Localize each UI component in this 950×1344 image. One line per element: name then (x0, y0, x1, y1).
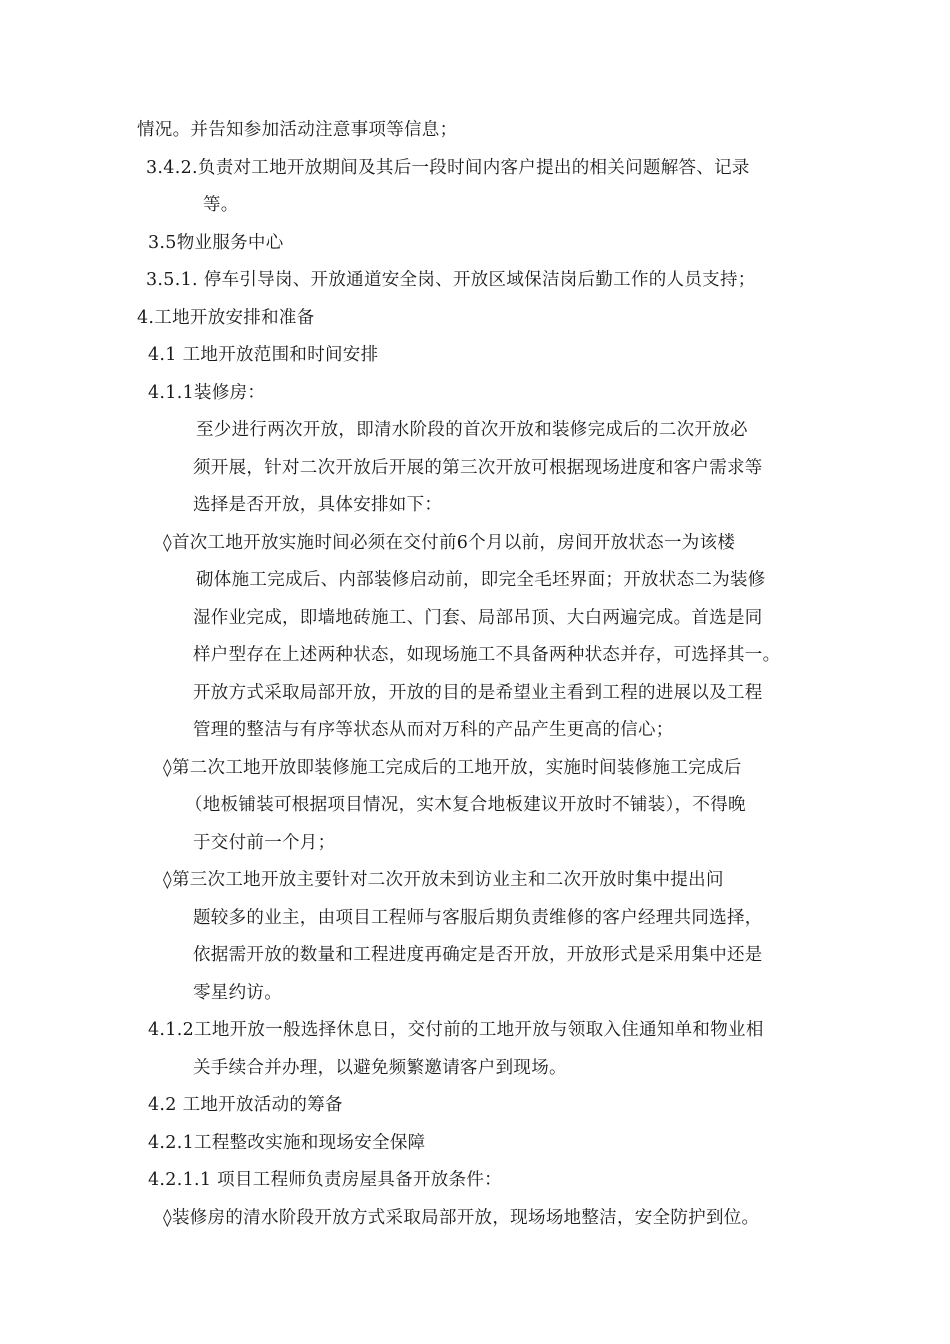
text-line: （地板铺装可根据项目情况，实木复合地板建议开放时不铺装），不得晚 (185, 795, 746, 815)
text-line: 至少进行两次开放，即清水阶段的首次开放和装修完成后的二次开放必 (196, 420, 748, 440)
text-line: 选择是否开放，具体安排如下： (193, 495, 443, 515)
text-line: 情况。并告知参加活动注意事项等信息； (137, 120, 458, 140)
section-3-5-1: 3.5.1. 停车引导岗、开放通道安全岗、开放区域保洁岗后勤工作的人员支持； (146, 270, 756, 290)
text-line: 题较多的业主，由项目工程师与客服后期负责维修的客户经理共同选择， (193, 908, 763, 928)
text-line: 于交付前一个月； (193, 833, 336, 853)
bullet-item: ◊装修房的清水阶段开放方式采取局部开放，现场场地整洁，安全防护到位。 (163, 1208, 760, 1228)
text-line: 砌体施工完成后、内部装修启动前，即完全毛坯界面；开放状态二为装修 (196, 570, 766, 590)
text-line: 等。 (203, 195, 239, 215)
text-line: 须开展，针对二次开放后开展的第三次开放可根据现场进度和客户需求等 (193, 458, 763, 478)
section-3-4-2: 3.4.2.负责对工地开放期间及其后一段时间内客户提出的相关问题解答、记录 (146, 158, 750, 178)
text-line: 零星约访。 (193, 983, 282, 1003)
section-3-5-heading: 3.5物业服务中心 (148, 233, 284, 253)
section-4-2-1-1: 4.2.1.1 项目工程师负责房屋具备开放条件： (148, 1170, 502, 1190)
text-line: 依据需开放的数量和工程进度再确定是否开放，开放形式是采用集中还是 (193, 945, 763, 965)
text-line: 开放方式采取局部开放，开放的目的是希望业主看到工程的进展以及工程 (193, 683, 763, 703)
bullet-item: ◊第二次工地开放即装修施工完成后的工地开放，实施时间装修施工完成后 (163, 758, 742, 778)
bullet-item: ◊首次工地开放实施时间必须在交付前6个月以前，房间开放状态一为该楼 (163, 533, 736, 553)
section-4-1-2: 4.1.2工地开放一般选择休息日，交付前的工地开放与领取入住通知单和物业相 (148, 1020, 764, 1040)
text-line: 样户型存在上述两种状态，如现场施工不具备两种状态并存，可选择其一。 (193, 645, 781, 665)
section-4-heading: 4.工地开放安排和准备 (137, 308, 315, 328)
text-line: 关手续合并办理，以避免频繁邀请客户到现场。 (193, 1058, 567, 1078)
text-line: 湿作业完成，即墙地砖施工、门套、局部吊顶、大白两遍完成。首选是同 (193, 608, 763, 628)
section-4-2-1-heading: 4.2.1工程整改实施和现场安全保障 (148, 1133, 426, 1153)
section-4-1-heading: 4.1 工地开放范围和时间安排 (148, 345, 379, 365)
bullet-item: ◊第三次工地开放主要针对二次开放未到访业主和二次开放时集中提出问 (163, 870, 724, 890)
text-line: 管理的整洁与有序等状态从而对万科的产品产生更高的信心； (193, 720, 674, 740)
section-4-2-heading: 4.2 工地开放活动的筹备 (148, 1095, 343, 1115)
section-4-1-1-heading: 4.1.1装修房： (148, 383, 266, 403)
